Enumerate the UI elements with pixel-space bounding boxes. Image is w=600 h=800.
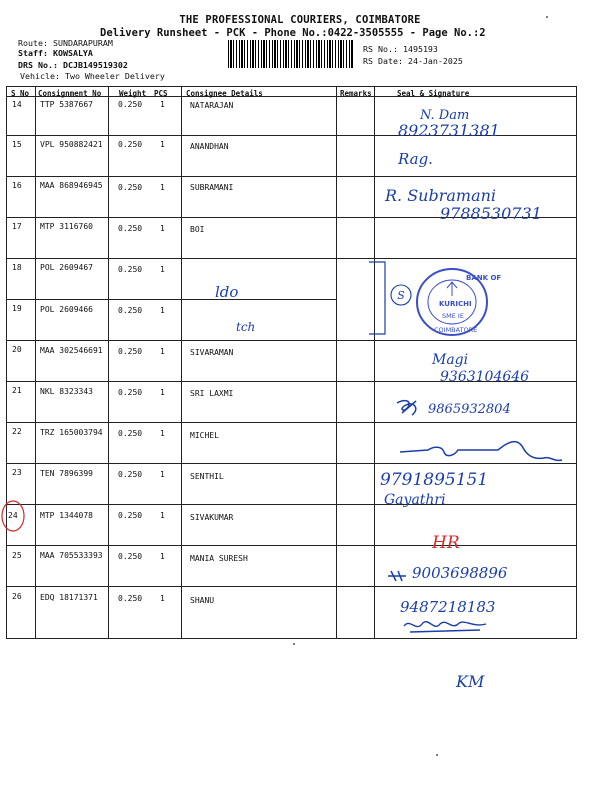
svg-text:COIMBATORE: COIMBATORE [434,326,478,334]
row-consignment: TEN 7896399 [40,469,93,478]
row-sno: 17 [12,222,22,231]
handwriting-r14-phone: 8923731381 [398,121,500,140]
rs-date: RS Date: 24-Jan-2025 [363,56,463,66]
signature-scribble-r21 [394,397,424,419]
row-weight: 0.250 [118,265,143,274]
row-consignment: MAA 302546691 [40,346,103,355]
row-consignee: SUBRAMANI [190,183,234,192]
signature-scribble-r22 [398,432,568,468]
circled-letter-mark [388,282,414,308]
col-header-weight: Weight [119,89,147,98]
row-weight: 0.250 [118,224,143,233]
drs-number: DRS No.: DCJB149519302 [18,60,128,70]
row-consignment: TRZ 165003794 [40,428,103,437]
row-pcs: 1 [160,388,165,397]
row-consignee: SRI LAXMI [190,389,234,398]
handwriting-r15-signature: Rag. [398,150,433,168]
barcode [228,40,354,68]
row-sno: 18 [12,263,22,272]
handwriting-r20-phone: 9363104646 [440,369,530,385]
speck [546,16,548,18]
row-pcs: 1 [160,552,165,561]
row-sno: 19 [12,304,22,313]
handwriting-r25-phone: 9003698896 [412,564,508,582]
col-header-consignment: Consignment No [38,89,102,98]
row-consignment: MTP 1344078 [40,511,93,520]
handwriting-r26-phone: 9487218183 [400,598,496,616]
row-pcs: 1 [160,594,165,603]
row-pcs: 1 [160,224,165,233]
row-consignment: POL 2609467 [40,263,93,272]
row-weight: 0.250 [118,306,143,315]
row-sno: 22 [12,427,22,436]
col-header-remarks: Remarks [340,89,372,98]
row-consignment: MTP 3116760 [40,222,93,231]
red-circle-mark [0,498,30,534]
svg-text:S: S [397,289,405,302]
row-consignment: VPL 950882421 [40,140,103,149]
row-sno: 16 [12,181,22,190]
row-consignee: BOI [190,225,205,234]
row-consignee: SENTHIL [190,472,224,481]
handwriting-r21-phone: 9865932804 [428,402,511,417]
row-consignment: POL 2609466 [40,305,93,314]
row-consignee: SIVAKUMAR [190,513,234,522]
row-consignment: TTP 5387667 [40,100,93,109]
row-sno: 24 [8,511,18,520]
row-weight: 0.250 [118,347,143,356]
row-pcs: 1 [160,306,165,315]
row-weight: 0.250 [118,429,143,438]
handwriting-r18-note: ldo [215,283,239,301]
row-consignment: EDQ 18171371 [40,593,98,602]
col-header-consignee: Consignee Details [186,89,263,98]
row-sno: 26 [12,592,22,601]
handwriting-r19-note: tch [236,320,256,334]
row-consignee: ANANDHAN [190,142,229,151]
company-title: THE PROFESSIONAL COURIERS, COIMBATORE [179,14,421,26]
handwriting-r14-name: N. Dam [420,108,470,123]
svg-text:KURICHI: KURICHI [439,300,472,308]
speck [293,643,295,645]
runsheet-title: Delivery Runsheet - PCK - Phone No.:0422-3505555 - Page No.:2 [100,27,486,39]
row-weight: 0.250 [118,140,143,149]
row-sno: 21 [12,386,22,395]
staff-label: Staff: KOWSALYA [18,48,93,58]
row-weight: 0.250 [118,100,143,109]
row-pcs: 1 [160,265,165,274]
signature-scribble-r26 [400,614,490,636]
row-pcs: 1 [160,511,165,520]
rs-number: RS No.: 1495193 [363,44,438,54]
handwriting-r16-signature: R. Subramani [385,186,497,205]
row-consignee: SHANU [190,596,215,605]
row-pcs: 1 [160,470,165,479]
row-consignee: MICHEL [190,431,219,440]
handwriting-r25-mark: HR [432,533,460,553]
bank-seal-stamp [414,266,502,338]
row-sno: 23 [12,468,22,477]
row-weight: 0.250 [118,183,143,192]
row-pcs: 1 [160,100,165,109]
signature-scribble-r25 [386,567,410,585]
row-sno: 15 [12,140,22,149]
row-sno: 14 [12,100,22,109]
svg-text:SME IE: SME IE [442,312,464,320]
row-weight: 0.250 [118,470,143,479]
row-weight: 0.250 [118,388,143,397]
row-weight: 0.250 [118,594,143,603]
col-header-pcs: PCS [154,89,168,98]
handwriting-r23-name: Gayathri [384,492,446,508]
route-label: Route: SUNDARAPURAM [18,38,113,48]
svg-text:BANK OF: BANK OF [466,274,502,282]
footer-initials: KM [456,672,485,691]
vehicle-label: Vehicle: Two Wheeler Delivery [20,71,165,81]
row-weight: 0.250 [118,552,143,561]
row-consignee: NATARAJAN [190,101,234,110]
row-sno: 25 [12,551,22,560]
row-pcs: 1 [160,429,165,438]
row-consignment: MAA 705533393 [40,551,103,560]
row-consignment: NKL 8323343 [40,387,93,396]
row-weight: 0.250 [118,511,143,520]
row-consignment: MAA 868946945 [40,181,103,190]
row-sno: 20 [12,345,22,354]
row-consignee: SIVARAMAN [190,348,234,357]
handwriting-r16-phone: 9788530731 [440,204,542,223]
handwriting-r20-name: Magi [432,352,469,368]
col-header-sno: S No [11,89,30,98]
row-pcs: 1 [160,183,165,192]
speck [436,754,438,756]
row-pcs: 1 [160,347,165,356]
handwriting-r23-phone: 9791895151 [380,470,489,490]
col-header-seal: Seal & Signature [397,89,470,98]
row-consignee: MANIA SURESH [190,554,248,563]
row-pcs: 1 [160,140,165,149]
